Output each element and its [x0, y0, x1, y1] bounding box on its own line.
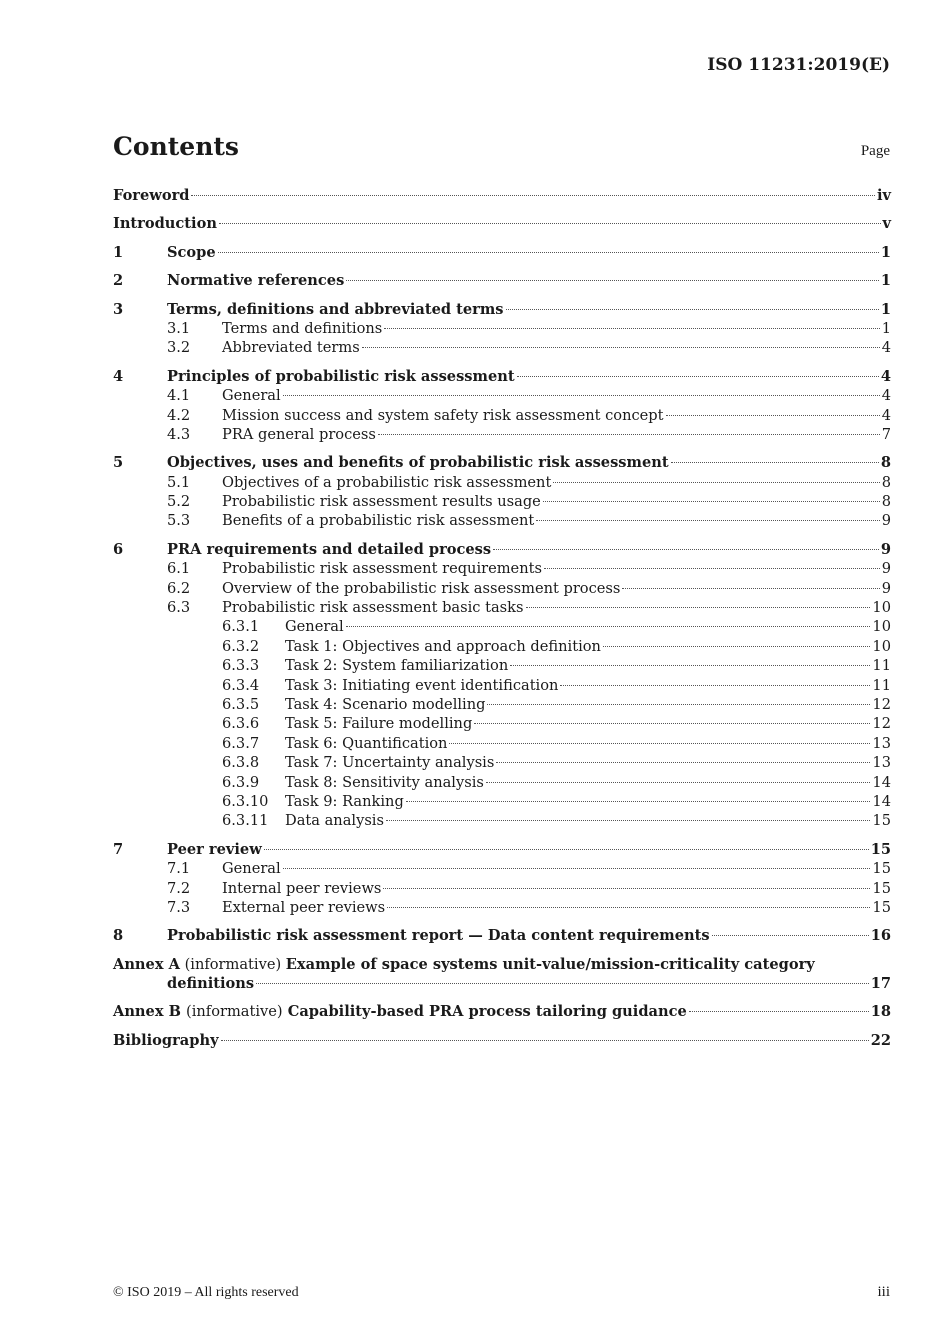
toc-entry-5-2[interactable] [113, 492, 891, 511]
dot-leader [496, 761, 870, 763]
toc-entry-page: 11 [872, 657, 891, 675]
toc-entry-page: v [882, 215, 891, 233]
toc-entry-page: 15 [872, 879, 891, 897]
toc-entry-title: External peer reviews [222, 898, 386, 916]
toc-entry-number: 7 [113, 840, 124, 858]
toc-entry-title: Scope [167, 243, 216, 261]
toc-entry-6-3-5[interactable] [113, 695, 891, 714]
toc-entry-4-2[interactable] [113, 406, 891, 425]
toc-entry-3-2[interactable] [113, 338, 891, 357]
toc-entry-6-3-4[interactable] [113, 676, 891, 695]
toc-entry-title: Peer review [167, 840, 262, 858]
toc-entry-number: 6.3.6 [222, 715, 260, 733]
toc-entry-6-3-10[interactable] [113, 792, 891, 811]
toc-entry-number: 6.2 [167, 579, 191, 597]
toc-entry-6-3-8[interactable] [113, 753, 891, 772]
toc-entry-page: iv [876, 187, 891, 204]
annex-a-first-line [113, 955, 891, 974]
toc-entry-title: Task 7: Uncertainty analysis [285, 754, 495, 772]
table-of-contents [113, 186, 891, 1050]
toc-entry-number: 3.2 [167, 339, 191, 357]
toc-entry-page: 1 [880, 243, 891, 261]
toc-entry-3-1[interactable] [113, 319, 891, 338]
dot-leader [622, 587, 879, 589]
toc-entry-number: 4 [113, 367, 124, 385]
toc-entry-title: General [222, 387, 281, 405]
page-column-label: Page [860, 143, 890, 159]
toc-entry-number: 6.3.8 [222, 754, 260, 772]
toc-entry-page: 10 [872, 618, 891, 636]
toc-entry-title: Abbreviated terms [222, 339, 360, 357]
toc-entry-annex-a[interactable] [113, 955, 891, 994]
toc-entry-title: Mission success and system safety risk assessment concept [222, 406, 664, 424]
dot-leader [362, 346, 880, 348]
toc-entry-title: Bibliography [113, 1031, 219, 1049]
toc-entry-page: 12 [872, 695, 891, 713]
dot-leader [221, 1039, 869, 1041]
toc-entry-number: 6.1 [167, 560, 191, 578]
dot-leader [544, 567, 880, 569]
toc-entry-6-3-9[interactable] [113, 773, 891, 792]
toc-entry-page: 9 [881, 512, 891, 530]
toc-entry-page: 9 [881, 560, 891, 578]
toc-entry-page: 13 [872, 754, 891, 772]
toc-entry-number: 3 [113, 300, 124, 318]
dot-leader [553, 481, 879, 483]
toc-entry-title: Task 3: Initiating event identification [285, 676, 559, 694]
toc-entry-title: Introduction [113, 215, 217, 233]
toc-entry-number: 6.3 [167, 599, 191, 617]
dot-leader [283, 867, 871, 869]
toc-entry-page: 4 [881, 406, 891, 424]
toc-entry-7[interactable] [113, 840, 891, 859]
toc-entry-title: PRA general process [222, 425, 376, 443]
toc-entry-page: 15 [870, 840, 891, 858]
dot-leader [487, 703, 870, 705]
toc-entry-number: 6 [113, 540, 124, 558]
toc-entry-number: 5.3 [167, 512, 191, 530]
dot-leader [256, 982, 869, 984]
toc-entry-page: 22 [870, 1031, 891, 1049]
toc-entry-page: 10 [872, 637, 891, 655]
toc-entry-title: Task 8: Sensitivity analysis [285, 773, 484, 791]
toc-entry-page: 11 [872, 676, 891, 694]
toc-entry-page: 9 [881, 579, 891, 597]
toc-entry-number: 6.3.7 [222, 734, 260, 752]
toc-entry-page: 14 [872, 792, 891, 810]
toc-entry-title: General [285, 618, 344, 636]
toc-entry-number: 7.2 [167, 879, 191, 897]
toc-entry-title: Terms, definitions and abbreviated terms [167, 300, 504, 318]
toc-entry-6-3[interactable] [113, 598, 891, 617]
dot-leader [517, 375, 879, 377]
toc-entry-title: Probabilistic risk assessment results usage [222, 493, 541, 511]
toc-entry-number: 3.1 [167, 319, 191, 337]
toc-entry-title: Task 9: Ranking [285, 792, 404, 810]
toc-entry-page: 8 [880, 454, 891, 472]
copyright-notice: © ISO 2019 – All rights reserved [113, 1285, 299, 1300]
toc-entry-number: 5.2 [167, 493, 191, 511]
toc-entry-page: 17 [870, 975, 891, 993]
dot-leader [506, 308, 879, 310]
toc-entry-page: 1 [881, 319, 891, 337]
dot-leader [346, 625, 871, 627]
toc-entry-5-3[interactable] [113, 511, 891, 530]
toc-entry-title: Data analysis [285, 812, 384, 830]
annex-title: Capability-based PRA process tailoring guidance [287, 1003, 687, 1021]
toc-entry-page: 7 [881, 425, 891, 443]
toc-entry-page: 15 [872, 860, 891, 878]
dot-leader [560, 684, 870, 686]
dot-leader [218, 251, 879, 253]
toc-entry-number: 6.3.3 [222, 657, 260, 675]
dot-leader [387, 906, 870, 908]
document-id: ISO 11231:2019(E) [707, 55, 890, 75]
toc-entry-title: Task 6: Quantification [285, 734, 448, 752]
toc-entry-number: 6.3.9 [222, 773, 260, 791]
contents-heading: Contents [113, 132, 240, 161]
toc-entry-4-1[interactable] [113, 386, 891, 405]
toc-entry-number: 4.1 [167, 387, 191, 405]
toc-entry-page: 8 [881, 473, 891, 491]
toc-entry-page: 8 [881, 493, 891, 511]
annex-label: Annex B [113, 1003, 181, 1021]
toc-entry-title: Probabilistic risk assessment report — Data content requirements [167, 927, 710, 945]
toc-entry-5-1[interactable] [113, 473, 891, 492]
toc-entry-title: Task 5: Failure modelling [285, 715, 473, 733]
toc-entry-number: 6.3.2 [222, 637, 260, 655]
toc-entry-page: 1 [880, 272, 891, 290]
toc-entry-page: 4 [880, 367, 891, 385]
dot-leader [486, 781, 871, 783]
toc-entry-page: 10 [872, 599, 891, 617]
page-number: iii [877, 1284, 890, 1300]
toc-entry-4-3[interactable] [113, 425, 891, 444]
toc-entry-number: 5 [113, 454, 124, 472]
toc-entry-page: 1 [880, 300, 891, 318]
dot-leader [406, 800, 871, 802]
toc-entry-6[interactable] [113, 540, 891, 559]
toc-entry-number: 6.3.10 [222, 792, 269, 810]
toc-entry-title: General [222, 860, 281, 878]
toc-entry-page: 14 [872, 773, 891, 791]
dot-leader [383, 887, 870, 889]
annex-label: Annex A [113, 955, 180, 973]
toc-entry-foreword[interactable] [113, 186, 891, 205]
dot-leader [378, 433, 880, 435]
dot-leader [384, 327, 879, 329]
toc-entry-1[interactable] [113, 243, 891, 262]
dot-leader [712, 934, 869, 936]
toc-entry-title [113, 1002, 687, 1021]
toc-entry-5[interactable] [113, 453, 891, 472]
dot-leader [536, 519, 879, 521]
toc-entry-annex-b[interactable] [113, 1002, 891, 1021]
toc-entry-number: 4.2 [167, 406, 191, 424]
toc-entry-6-2[interactable] [113, 579, 891, 598]
toc-entry-bibliography[interactable] [113, 1031, 891, 1050]
toc-entry-6-3-1[interactable] [113, 617, 891, 636]
toc-entry-title: Task 1: Objectives and approach definition [285, 637, 601, 655]
dot-leader [191, 194, 875, 196]
toc-entry-page: 9 [880, 540, 891, 558]
dot-leader [386, 819, 870, 821]
annex-title: Example of space systems unit-value/mission-criticality category [285, 955, 815, 973]
toc-entry-page: 18 [870, 1003, 891, 1021]
toc-entry-number: 7.3 [167, 898, 191, 916]
toc-entry-number: 6.3.1 [222, 618, 260, 636]
toc-entry-number: 1 [113, 243, 124, 261]
toc-entry-title: Probabilistic risk assessment requirements [222, 560, 542, 578]
toc-entry-7-1[interactable] [113, 859, 891, 878]
toc-entry-page: 13 [872, 734, 891, 752]
dot-leader [689, 1010, 869, 1012]
dot-leader [264, 848, 869, 850]
toc-entry-page: 16 [870, 927, 891, 945]
dot-leader [493, 548, 879, 550]
toc-entry-3[interactable] [113, 300, 891, 319]
toc-entry-title: Benefits of a probabilistic risk assessment [222, 512, 535, 530]
toc-entry-title: Objectives of a probabilistic risk assessment [222, 473, 552, 491]
dot-leader [666, 414, 880, 416]
annex-a-second-line [113, 974, 891, 993]
dot-leader [449, 742, 870, 744]
toc-entry-number: 7.1 [167, 860, 191, 878]
toc-entry-page: 4 [881, 387, 891, 405]
toc-entry-4[interactable] [113, 367, 891, 386]
toc-entry-title: Overview of the probabilistic risk assessment process [222, 579, 621, 597]
toc-entry-title: Probabilistic risk assessment basic tasks [222, 599, 524, 617]
toc-entry-page: 15 [872, 812, 891, 830]
toc-entry-page: 15 [872, 898, 891, 916]
annex-kind: (informative) [186, 1003, 283, 1021]
toc-entry-6-3-7[interactable] [113, 734, 891, 753]
toc-entry-title: Internal peer reviews [222, 879, 382, 897]
dot-leader [603, 645, 870, 647]
toc-entry-7-2[interactable] [113, 879, 891, 898]
dot-leader [543, 500, 880, 502]
dot-leader [510, 664, 870, 666]
toc-entry-6-3-6[interactable] [113, 714, 891, 733]
toc-entry-8[interactable] [113, 926, 891, 945]
toc-entry-title: Task 2: System familiarization [285, 657, 509, 675]
dot-leader [346, 279, 879, 281]
dot-leader [671, 461, 879, 463]
toc-entry-page: 4 [881, 339, 891, 357]
dot-leader [283, 394, 880, 396]
dot-leader [219, 222, 881, 224]
toc-entry-number: 6.3.5 [222, 695, 260, 713]
toc-entry-title: Task 4: Scenario modelling [285, 695, 486, 713]
toc-entry-title: PRA requirements and detailed process [167, 540, 492, 558]
toc-entry-6-3-3[interactable] [113, 656, 891, 675]
toc-entry-title: Normative references [167, 272, 345, 290]
toc-entry-6-3-11[interactable] [113, 811, 891, 830]
toc-entry-number: 8 [113, 927, 124, 945]
toc-entry-page: 12 [872, 715, 891, 733]
toc-entry-2[interactable] [113, 271, 891, 290]
toc-entry-6-3-2[interactable] [113, 637, 891, 656]
toc-entry-title: Principles of probabilistic risk assessment [167, 367, 515, 385]
toc-entry-number: 6.3.11 [222, 812, 269, 830]
toc-entry-6-1[interactable] [113, 559, 891, 578]
toc-entry-number: 6.3.4 [222, 676, 260, 694]
toc-entry-number: 2 [113, 272, 124, 290]
annex-title-continued: definitions [167, 975, 255, 993]
toc-entry-number: 5.1 [167, 473, 191, 491]
dot-leader [526, 606, 871, 608]
toc-entry-title: Terms and definitions [222, 319, 383, 337]
toc-entry-number: 4.3 [167, 425, 191, 443]
toc-entry-introduction[interactable] [113, 214, 891, 233]
dot-leader [474, 722, 870, 724]
toc-entry-7-3[interactable] [113, 898, 891, 917]
annex-kind: (informative) [184, 955, 282, 973]
toc-entry-title: Objectives, uses and benefits of probabilistic risk assessment [167, 454, 669, 472]
toc-entry-title: Foreword [113, 187, 190, 204]
